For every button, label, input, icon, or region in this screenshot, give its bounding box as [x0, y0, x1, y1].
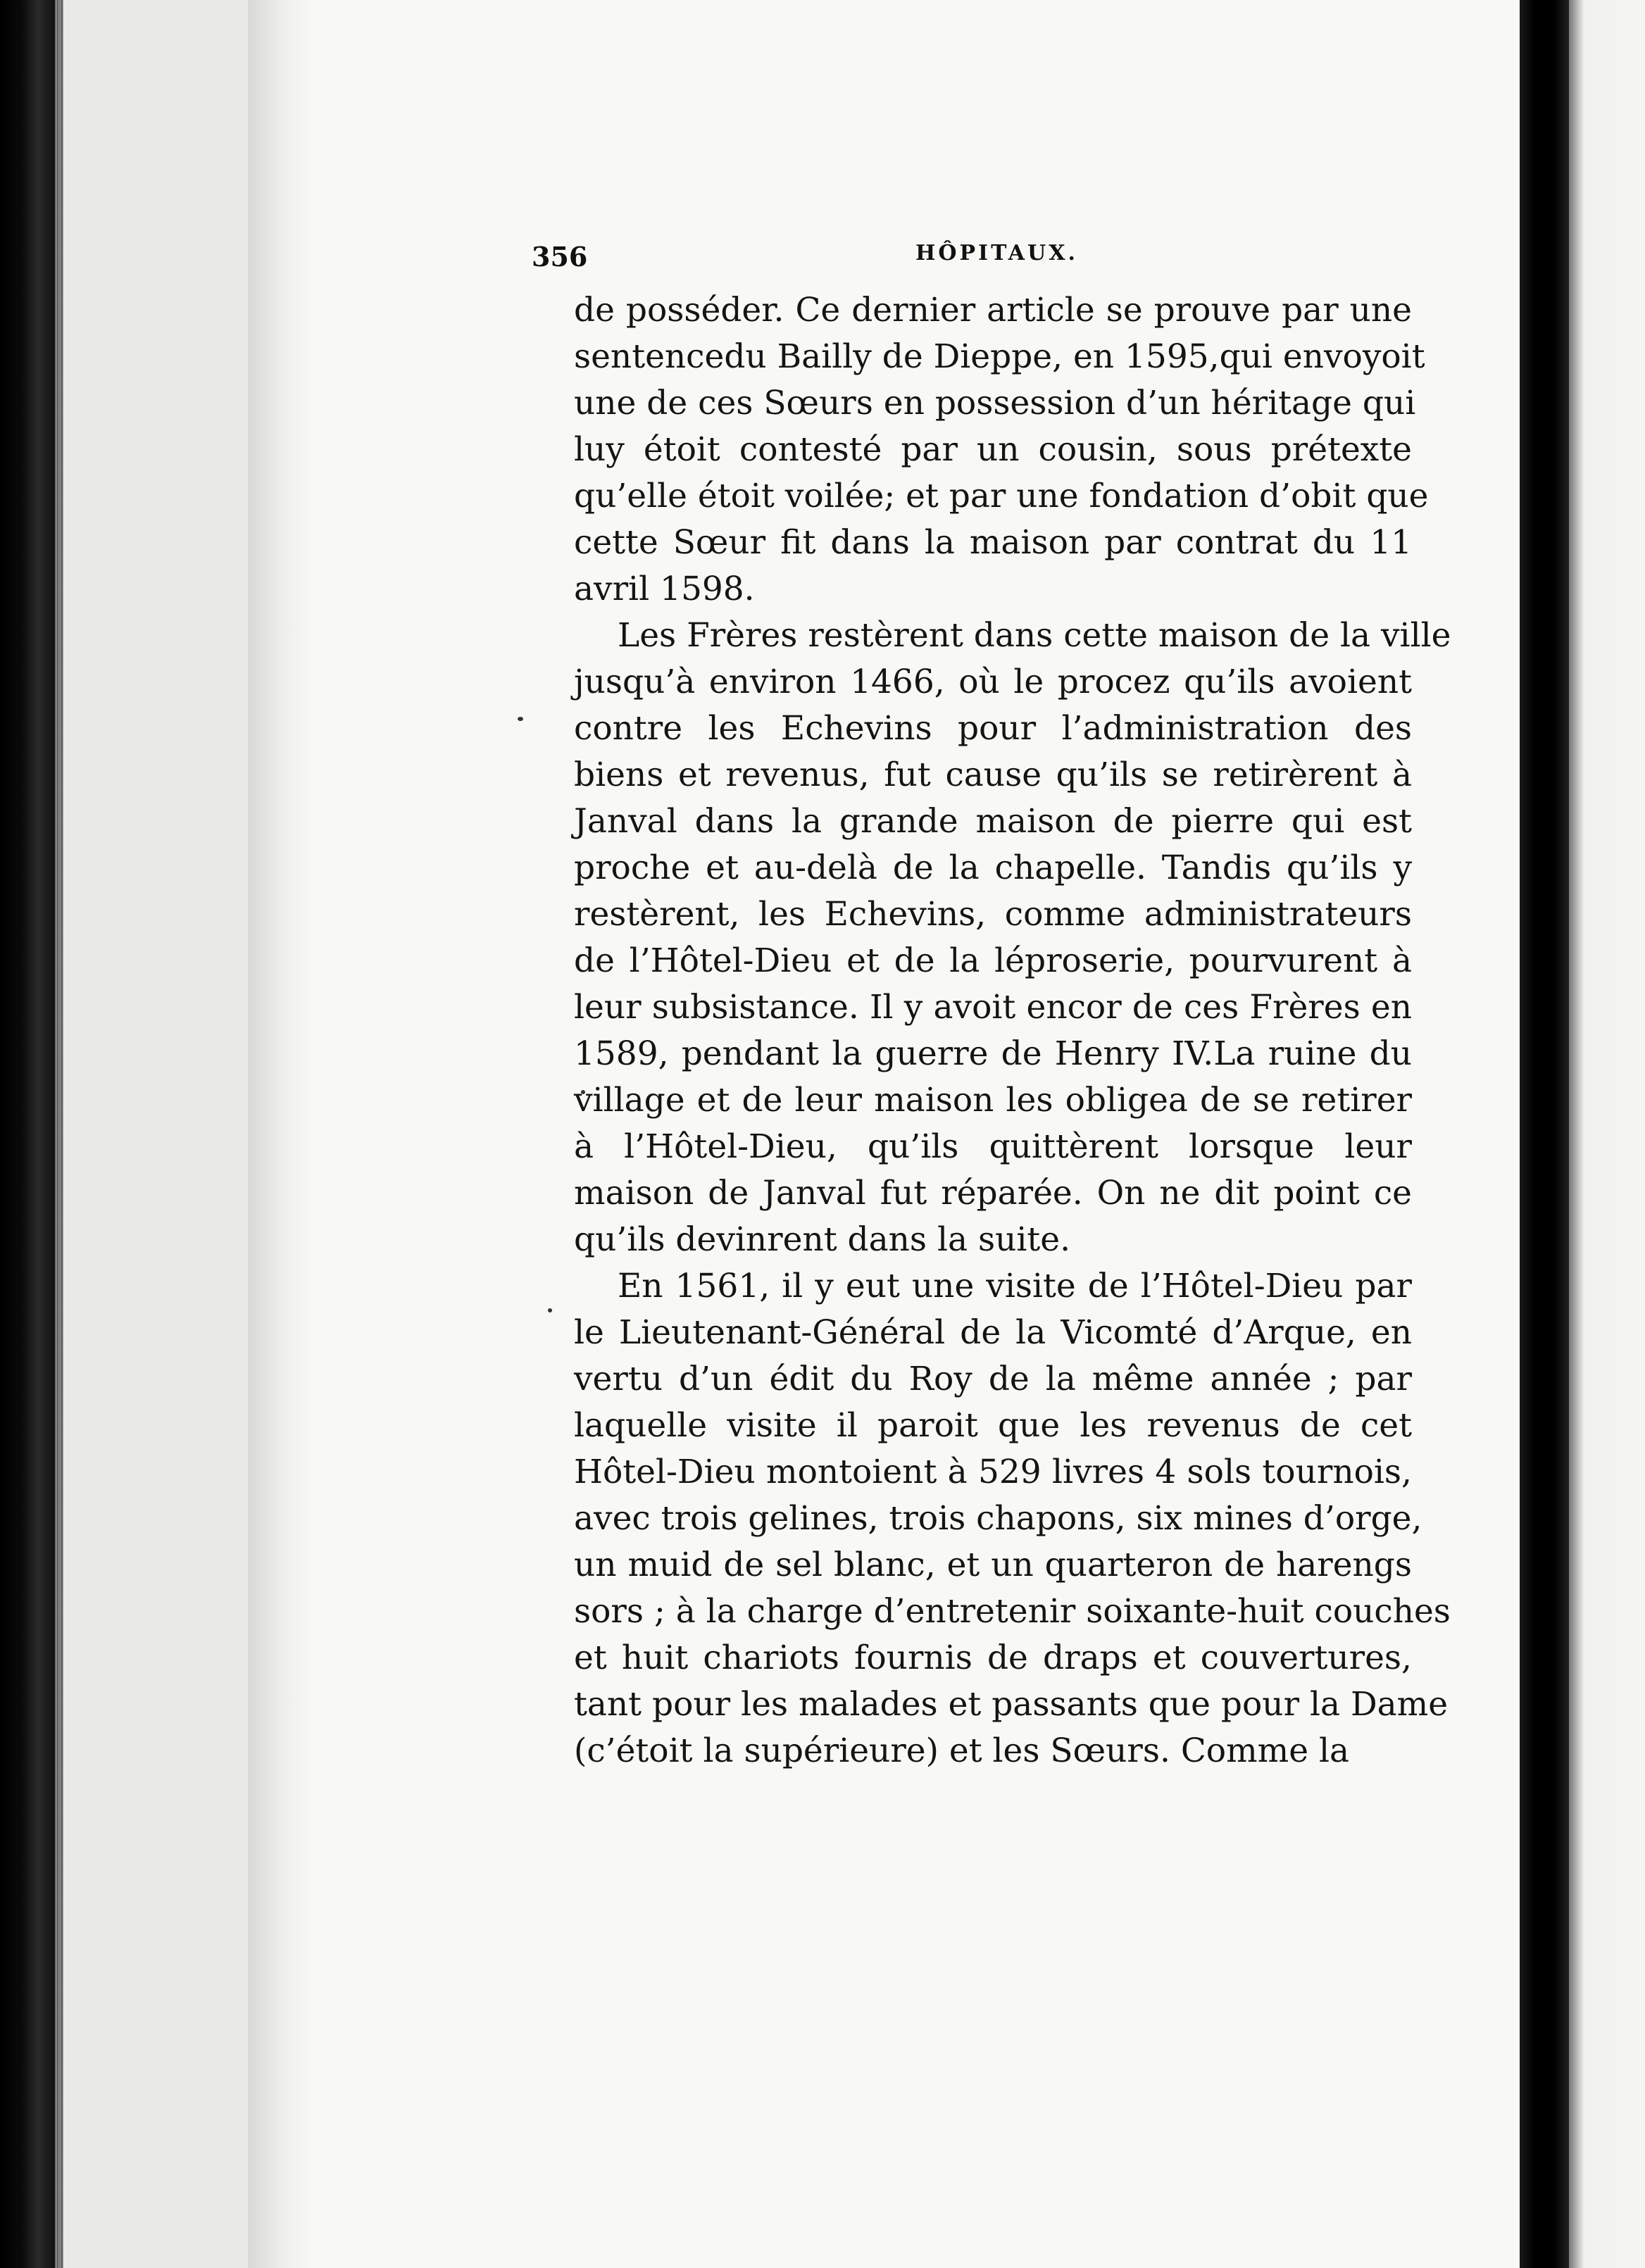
text-line: de l’Hôtel-Dieu et de la léproserie, pourvurent à [574, 941, 1412, 980]
text-line: avril 1598. [574, 570, 755, 608]
ink-speck [518, 717, 523, 721]
text-line: tant pour les malades et passants que pour la Dame [574, 1685, 1449, 1724]
text-line: vertu d’un édit du Roy de la même année ; par [574, 1360, 1412, 1398]
text-line: jusqu’à environ 1466, où le procez qu’ils avoient [574, 663, 1412, 701]
text-line: un muid de sel blanc, et un quarteron de harengs [574, 1546, 1412, 1584]
text-line: sentencedu Bailly de Dieppe, en 1595,qui envoyoit [574, 337, 1425, 376]
ink-speck [548, 1308, 552, 1312]
text-line: leur subsistance. Il y avoit encor de ces Frères en [574, 988, 1412, 1027]
text-line: restèrent, les Echevins, comme administrateurs [574, 895, 1412, 934]
text-line: avec trois gelines, trois chapons, six mines d’orge, [574, 1499, 1422, 1538]
text-line: et huit chariots fournis de draps et couvertures, [574, 1639, 1412, 1677]
text-line: le Lieutenant-Général de la Vicomté d’Arque, en [574, 1313, 1412, 1352]
page-number: 356 [532, 241, 588, 272]
right-page-edge [1569, 0, 1645, 2268]
page-header [532, 237, 1405, 279]
text-line: maison de Janval fut réparée. On ne dit point ce [574, 1174, 1412, 1213]
text-line: En 1561, il y eut une visite de l’Hôtel-Dieu par [618, 1267, 1412, 1305]
text-line: de posséder. Ce dernier article se prouve par une [574, 291, 1412, 330]
text-line: Les Frères restèrent dans cette maison de la ville [618, 616, 1451, 655]
text-line: cette Sœur fit dans la maison par contrat du 11 [574, 523, 1412, 562]
text-line: à l’Hôtel-Dieu, qu’ils quittèrent lorsque leur [574, 1127, 1412, 1166]
text-line: proche et au-delà de la chapelle. Tandis qu’ils y [574, 848, 1412, 887]
text-line: contre les Echevins pour l’administration des [574, 709, 1412, 748]
text-line: village et de leur maison les obligea de se retirer [574, 1081, 1412, 1120]
gutter [248, 0, 311, 2268]
running-head: HÔPITAUX. [915, 241, 1078, 265]
right-binding-shadow [1520, 0, 1569, 2268]
facing-blank-page [63, 0, 250, 2268]
text-line: qu’elle étoit voilée; et par une fondation d’obit que [574, 477, 1429, 515]
text-line: biens et revenus, fut cause qu’ils se retirèrent à [574, 756, 1412, 794]
body-text [574, 287, 1451, 1774]
text-line: luy étoit contesté par un cousin, sous prétexte [574, 430, 1412, 469]
text-line: sors ; à la charge d’entretenir soixante-huit couches [574, 1592, 1451, 1631]
left-binding-shadow [0, 0, 55, 2268]
left-page-edges [55, 0, 63, 2268]
text-line: laquelle visite il paroit que les revenus de cet [574, 1406, 1412, 1445]
text-line: Hôtel-Dieu montoient à 529 livres 4 sols tournois, [574, 1453, 1412, 1491]
text-line: (c’étoit la supérieure) et les Sœurs. Comme la [574, 1731, 1350, 1770]
text-line: 1589, pendant la guerre de Henry IV.La ruine du [574, 1034, 1412, 1073]
text-line: qu’ils devinrent dans la suite. [574, 1220, 1071, 1259]
text-line: une de ces Sœurs en possession d’un héritage qui [574, 384, 1416, 422]
text-line: Janval dans la grande maison de pierre qui est [574, 802, 1412, 841]
